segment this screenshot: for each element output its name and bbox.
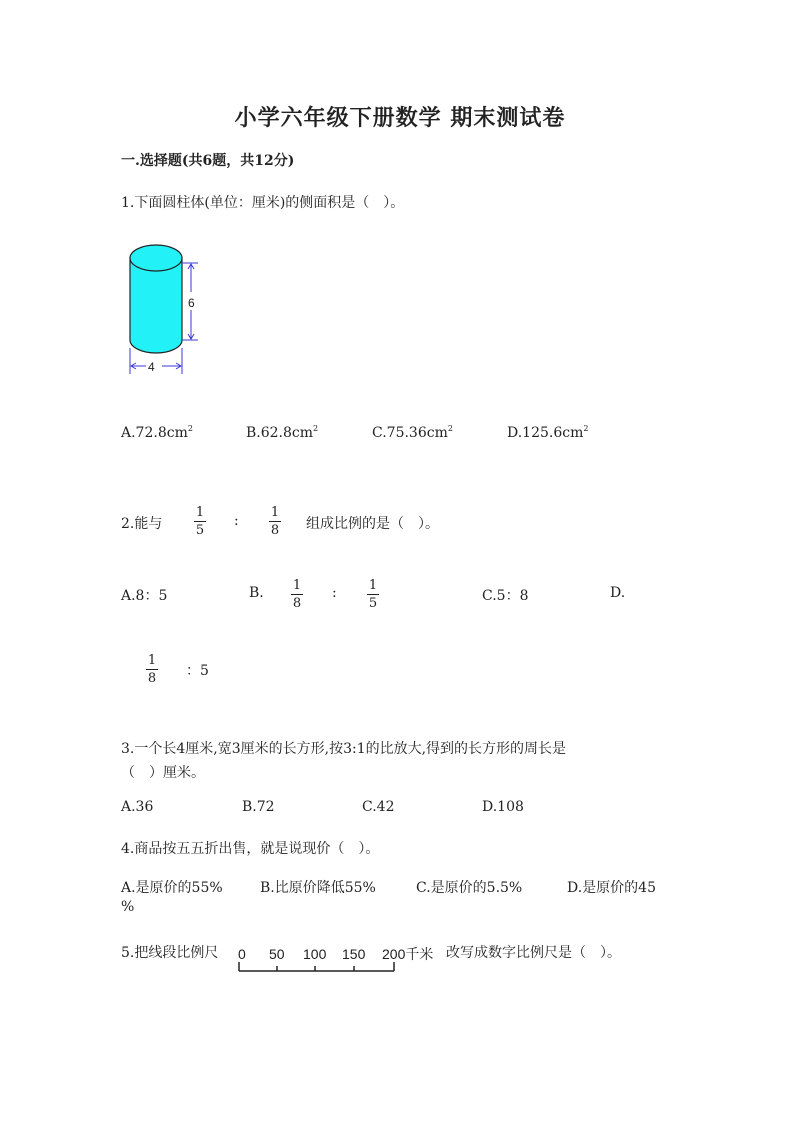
question-4-text: 4.商品按五五折出售，就是说现价（ ）。 (121, 841, 380, 857)
q3-option-a: A.36 (121, 799, 154, 815)
q3-option-d: D.108 (482, 799, 524, 815)
q2-option-b-fraction-1: 1 8 (292, 578, 302, 611)
q4-option-a: A.是原价的55% (121, 880, 223, 896)
scale-tick-label: 0 (238, 946, 246, 962)
q2-fraction-1: 1 5 (195, 505, 205, 538)
question-5-prefix: 5.把线段比例尺 (121, 945, 219, 961)
scale-tick-label: 150 (342, 946, 366, 962)
q2-option-b-colon: : (332, 585, 337, 601)
q2-option-d-fraction: 1 8 (147, 653, 157, 686)
section-heading: 一.选择题(共6题，共12分) (121, 153, 295, 169)
q4-option-d: D.是原价的45 (567, 880, 656, 896)
q1-option-b: $B.62.8cm^2$ (246, 424, 319, 441)
line-scale-bar (236, 942, 446, 976)
q1-option-a: $A.72.8cm^2$ (121, 424, 193, 441)
q2-fraction-2: 1 8 (270, 505, 280, 538)
q1-option-c: $C.75.36cm^2$ (372, 424, 453, 441)
question-1-text: 1.下面圆柱体(单位：厘米)的侧面积是（ ）。 (121, 195, 405, 211)
q2-option-a: A.8：5 (121, 588, 168, 604)
q4-option-b: B.比原价降低55% (260, 880, 376, 896)
diameter-label: 4 (148, 360, 155, 374)
cylinder-body (130, 258, 182, 353)
scale-tick-label: 50 (269, 946, 285, 962)
q2-option-b-fraction-2: 1 5 (368, 578, 378, 611)
scale-tick-label: 200千米 (382, 946, 434, 962)
question-3-line-2: （ ）厘米。 (121, 765, 205, 781)
page-title: 小学六年级下册数学 期末测试卷 (234, 105, 566, 131)
q3-option-c: C.42 (362, 799, 395, 815)
q3-option-b: B.72 (242, 799, 275, 815)
q2-option-c: C.5：8 (482, 588, 529, 604)
q2-option-d-tail: ：5 (186, 663, 209, 679)
q2-colon: : (234, 513, 239, 529)
q2-option-d-label: D. (610, 585, 626, 601)
q4-option-c: C.是原价的5.5% (416, 880, 523, 896)
question-3-line-1: 3.一个长4厘米,宽3厘米的长方形,按3:1的比放大,得到的长方形的周长是 (121, 741, 567, 757)
q1-option-d: $D.125.6cm^2$ (507, 424, 589, 441)
q2-option-b-label: B. (249, 585, 264, 601)
question-2-suffix: 组成比例的是（ ）。 (306, 516, 439, 532)
question-5-suffix: 改写成数字比例尺是（ ）。 (446, 945, 621, 961)
cylinder-top (130, 245, 182, 271)
q4-option-d-wrap: % (121, 899, 135, 915)
scale-tick-label: 100 (303, 946, 327, 962)
height-label: 6 (188, 296, 195, 310)
question-2-prefix: 2.能与 (121, 516, 163, 532)
cylinder-figure (120, 236, 210, 378)
